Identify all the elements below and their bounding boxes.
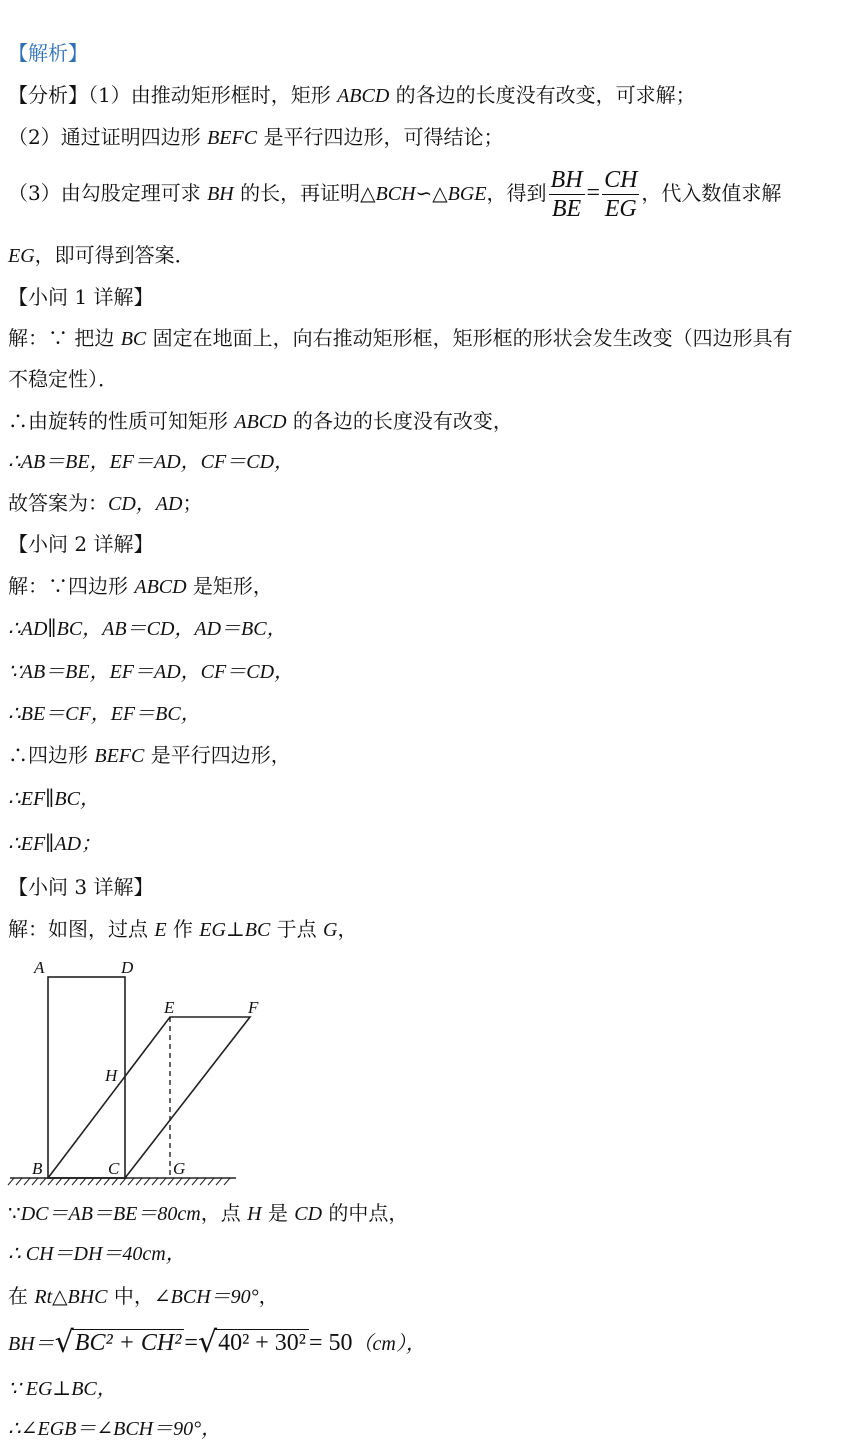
math-e: E — [154, 919, 167, 941]
text-run: 解：∵四边形 — [8, 574, 135, 598]
part1-line-1 — [8, 325, 793, 352]
text-run: ，得到 — [486, 181, 547, 205]
sqrt-icon: √ — [197, 1325, 218, 1360]
answer-value: CD，AD — [108, 493, 183, 515]
analysis-line-1 — [8, 82, 696, 109]
math-rt-triangle: Rt△BHC — [34, 1286, 108, 1308]
part3-heading: 【小问 3 详解】 — [8, 875, 154, 899]
part3-line-5 — [8, 1325, 426, 1362]
part1-line-2: 不稳定性）． — [8, 367, 118, 391]
unit-cm: （cm）， — [352, 1333, 426, 1355]
text-run: 是 — [261, 1201, 295, 1225]
math-bh-eq: BH＝ — [8, 1333, 55, 1355]
part2-line-1 — [8, 573, 273, 600]
math-similar-triangles: △BCH∽△BGE — [360, 183, 487, 205]
hatch-mark — [128, 1178, 134, 1185]
hatch-mark — [16, 1178, 22, 1185]
part1-heading: 【小问 1 详解】 — [8, 285, 154, 309]
part2-line-5 — [8, 742, 291, 769]
math-abcd: ABCD — [234, 411, 287, 433]
text-run: 中， — [107, 1284, 154, 1308]
text-run: ； — [182, 491, 203, 515]
part3-line-3: ∴ CH＝DH＝40cm， — [8, 1243, 186, 1265]
hatch-mark — [120, 1178, 126, 1185]
part2-line-2: ∴AD∥BC，AB＝CD，AD＝BC， — [8, 618, 287, 640]
text-run: 故答案为： — [8, 491, 108, 515]
hatch-mark — [168, 1178, 174, 1185]
equals-sign: = — [184, 1330, 198, 1356]
label-e: E — [164, 998, 175, 1017]
math-g: G — [323, 919, 338, 941]
part2-line-3: ∵AB＝BE，EF＝AD，CF＝CD， — [8, 661, 295, 683]
hatch-mark — [32, 1178, 38, 1185]
hatch-mark — [144, 1178, 150, 1185]
part3-line-6: ∵ EG⊥BC， — [8, 1378, 117, 1400]
math-angle: ∠BCH＝90° — [153, 1286, 259, 1308]
hatch-mark — [224, 1178, 230, 1185]
hatch-mark — [136, 1178, 142, 1185]
result-value: = 50 — [309, 1330, 353, 1356]
text-run: （2）通过证明四边形 — [8, 125, 208, 149]
text-run: ∵ — [8, 1201, 21, 1225]
analysis-line-3 — [8, 163, 781, 224]
hatch-mark — [88, 1178, 94, 1185]
part1-line-5 — [8, 490, 202, 517]
sqrt-icon: √ — [54, 1325, 74, 1360]
math-eg-perp-bc: EG⊥BC — [199, 919, 271, 941]
hatch-mark — [112, 1178, 118, 1185]
text-run: 是平行四边形，可得结论； — [257, 125, 504, 149]
label-c: C — [108, 1159, 120, 1178]
fraction-denominator: BE — [549, 194, 585, 223]
text-run: 的中点， — [322, 1201, 409, 1225]
math-bc: BC — [120, 328, 147, 350]
part3-line-2 — [8, 1200, 408, 1227]
fraction-numerator: BH — [550, 167, 583, 193]
math-cd: CD — [294, 1203, 323, 1225]
math-h: H — [247, 1203, 262, 1225]
analysis-line-4 — [8, 242, 195, 269]
fraction-ch-eg — [602, 166, 639, 223]
text-run: （3）由勾股定理可求 — [8, 181, 208, 205]
hatch-mark — [96, 1178, 102, 1185]
text-run: 是矩形， — [186, 574, 273, 598]
math-bh: BH — [207, 183, 234, 205]
text-run: 的各边的长度没有改变，可求解； — [389, 83, 696, 107]
hatch-mark — [216, 1178, 222, 1185]
hatch-mark — [104, 1178, 110, 1185]
hatch-mark — [208, 1178, 214, 1185]
math-abcd: ABCD — [337, 85, 390, 107]
analysis-line-2 — [8, 124, 503, 151]
label-a: A — [34, 958, 45, 977]
parallelogram-befc — [48, 1017, 250, 1178]
text-run: ，点 — [200, 1201, 248, 1225]
part3-line-7: ∴∠EGB＝∠BCH＝90°， — [8, 1418, 222, 1440]
hatch-mark — [72, 1178, 78, 1185]
hatch-mark — [80, 1178, 86, 1185]
text-run: 解：如图，过点 — [8, 917, 155, 941]
text-run: ，代入数值求解 — [641, 181, 782, 205]
fraction-denominator: EG — [602, 194, 639, 223]
text-run: 在 — [8, 1284, 35, 1308]
hatch-mark — [48, 1178, 54, 1185]
hatch-mark — [160, 1178, 166, 1185]
part1-line-4: ∴AB＝BE，EF＝AD，CF＝CD， — [8, 451, 295, 473]
hatch-mark — [8, 1178, 14, 1185]
text-run: 的各边的长度没有改变， — [286, 409, 513, 433]
text-run: （1）由推动矩形框时，矩形 — [88, 83, 338, 107]
text-run: ，即可得到答案． — [34, 243, 195, 267]
text-run: 的长，再证明 — [233, 181, 361, 205]
hatch-mark — [64, 1178, 70, 1185]
math-equality: DC＝AB＝BE＝80cm — [20, 1203, 201, 1225]
part1-line-3 — [8, 408, 513, 435]
equals-sign: = — [586, 180, 601, 206]
text-run: ， — [337, 917, 358, 941]
math-abcd: ABCD — [134, 576, 187, 598]
fraction-numerator: CH — [604, 167, 638, 193]
fraction-bh-be — [549, 166, 585, 223]
text-run: 是平行四边形， — [144, 743, 291, 767]
hatch-mark — [176, 1178, 182, 1185]
math-befc: BEFC — [94, 745, 145, 767]
text-run: ， — [258, 1284, 279, 1308]
text-run: ∴四边形 — [8, 743, 95, 767]
analysis-label: 【分析】 — [8, 83, 88, 107]
part2-line-7: ∴EF∥AD； — [8, 833, 102, 855]
ground-hatching — [8, 1178, 236, 1185]
text-run: 作 — [166, 917, 200, 941]
radicand-1: BC² + CH² — [72, 1329, 185, 1356]
label-d: D — [121, 958, 134, 977]
label-f: F — [248, 998, 259, 1017]
part2-line-4: ∴BE＝CF，EF＝BC， — [8, 703, 201, 725]
label-h: H — [105, 1066, 118, 1085]
hatch-mark — [184, 1178, 190, 1185]
text-run: ∴由旋转的性质可知矩形 — [8, 409, 235, 433]
hatch-mark — [152, 1178, 158, 1185]
part2-heading: 【小问 2 详解】 — [8, 532, 154, 556]
text-run: 于点 — [270, 917, 324, 941]
math-eg: EG — [8, 245, 35, 267]
text-run: 解：∵ 把边 — [8, 326, 121, 350]
hatch-mark — [24, 1178, 30, 1185]
hatch-mark — [40, 1178, 46, 1185]
math-befc: BEFC — [207, 127, 258, 149]
label-g: G — [173, 1159, 186, 1178]
section-title: 【解析】 — [8, 41, 88, 65]
hatch-mark — [56, 1178, 62, 1185]
hatch-mark — [192, 1178, 198, 1185]
radicand-2: 40² + 30² — [215, 1329, 309, 1356]
text-run: 固定在地面上，向右推动矩形框，矩形框的形状会发生改变（四边形具有 — [146, 326, 793, 350]
geometry-figure — [8, 955, 259, 1195]
label-b: B — [32, 1159, 43, 1178]
part3-line-1 — [8, 916, 358, 943]
hatch-marks — [8, 1178, 230, 1185]
part2-line-6: ∴EF∥BC， — [8, 788, 100, 810]
hatch-mark — [200, 1178, 206, 1185]
part3-line-4 — [8, 1283, 279, 1310]
